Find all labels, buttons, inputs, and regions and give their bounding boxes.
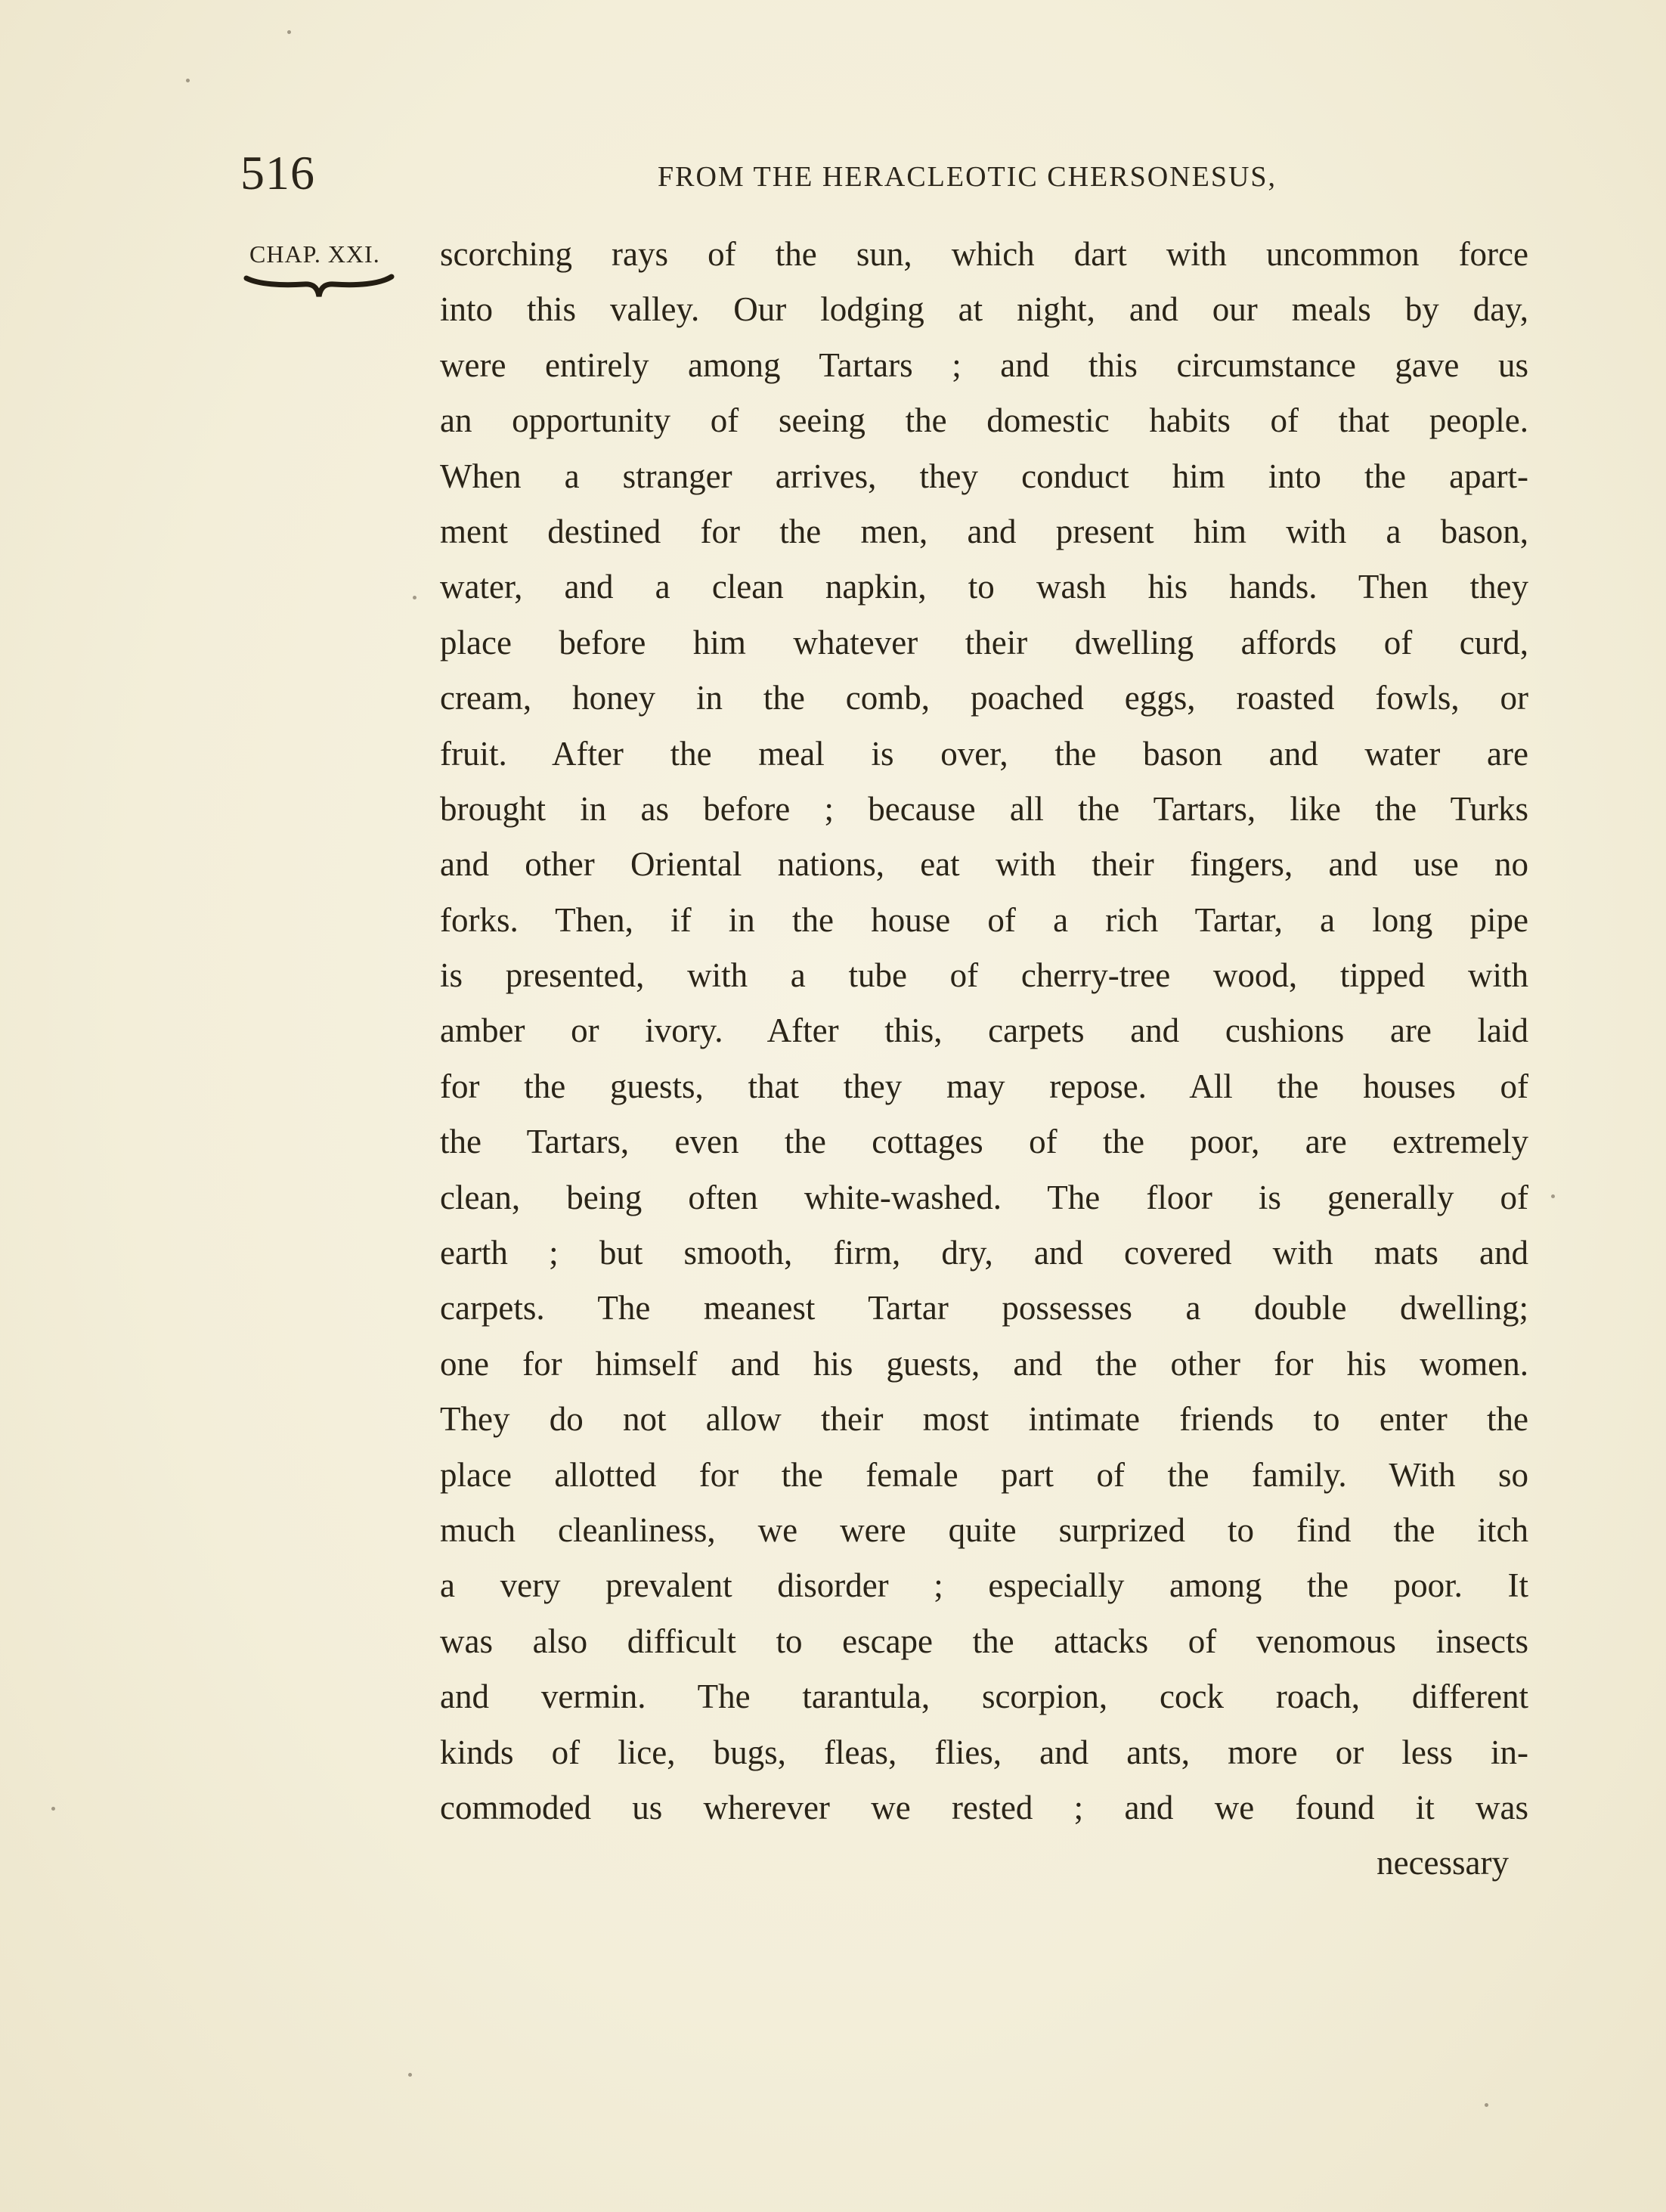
text-line: were entirely among Tartars ; and this circumstance gave us bbox=[440, 345, 1528, 384]
text-line: cream, honey in the comb, poached eggs, roasted fowls, or bbox=[440, 679, 1528, 717]
text-line: scorching rays of the sun, which dart with uncommon force bbox=[440, 235, 1528, 273]
text-line: and vermin. The tarantula, scorpion, cock roach, different bbox=[440, 1678, 1528, 1716]
page-number: 516 bbox=[240, 146, 315, 200]
text-line: When a stranger arrives, they conduct him into the apart- bbox=[440, 457, 1528, 495]
text-line: an opportunity of seeing the domestic habits of that people. bbox=[440, 401, 1528, 440]
text-line: They do not allow their most intimate friends to enter the bbox=[440, 1400, 1528, 1439]
paper-speck bbox=[287, 30, 291, 34]
text-line: brought in as before ; because all the Tartars, like the Turks bbox=[440, 789, 1528, 828]
text-line: water, and a clean napkin, to wash his hands. Then they bbox=[440, 568, 1528, 606]
paper-speck bbox=[1551, 1194, 1555, 1198]
text-line: amber or ivory. After this, carpets and cushions are laid bbox=[440, 1012, 1528, 1050]
text-line: the Tartars, even the cottages of the poor, are extremely bbox=[440, 1123, 1528, 1161]
chapter-label: CHAP. XXI. bbox=[249, 240, 380, 268]
curly-brace-icon bbox=[243, 274, 395, 304]
text-line: carpets. The meanest Tartar possesses a double dwelling; bbox=[440, 1289, 1528, 1328]
text-line: into this valley. Our lodging at night, and our meals by day, bbox=[440, 290, 1528, 329]
text-line: place before him whatever their dwelling affords of curd, bbox=[440, 623, 1528, 661]
running-head: FROM THE HERACLEOTIC CHERSONESUS, bbox=[658, 161, 1277, 193]
text-line: a very prevalent disorder ; especially among the poor. It bbox=[440, 1566, 1528, 1605]
paper-speck bbox=[1485, 2103, 1488, 2107]
text-line: commoded us wherever we rested ; and we found it was bbox=[440, 1788, 1528, 1826]
text-line: for the guests, that they may repose. All the houses of bbox=[440, 1067, 1528, 1105]
text-line: place allotted for the female part of the family. With so bbox=[440, 1455, 1528, 1494]
text-line: clean, being often white-washed. The floor is generally of bbox=[440, 1178, 1528, 1216]
text-line: one for himself and his guests, and the other for his women. bbox=[440, 1344, 1528, 1383]
text-line: fruit. After the meal is over, the bason and water are bbox=[440, 734, 1528, 773]
text-line: much cleanliness, we were quite surprized to find the itch bbox=[440, 1510, 1528, 1549]
text-line: kinds of lice, bugs, fleas, flies, and ants, more or less in- bbox=[440, 1733, 1528, 1771]
text-line: was also difficult to escape the attacks of venomous insects bbox=[440, 1622, 1528, 1660]
paper-speck bbox=[408, 2073, 412, 2077]
paper-speck bbox=[186, 79, 190, 82]
text-line: ment destined for the men, and present him with a bason, bbox=[440, 512, 1528, 550]
text-line: forks. Then, if in the house of a rich Tartar, a long pipe bbox=[440, 900, 1528, 939]
catchword: necessary bbox=[1376, 1844, 1509, 1882]
text-line: is presented, with a tube of cherry-tree wood, tipped with bbox=[440, 956, 1528, 995]
body-text bbox=[440, 227, 1528, 1891]
paper-speck bbox=[413, 596, 416, 599]
text-line: earth ; but smooth, firm, dry, and covered with mats and bbox=[440, 1234, 1528, 1272]
paper-speck bbox=[51, 1807, 55, 1811]
text-line: and other Oriental nations, eat with their fingers, and use no bbox=[440, 845, 1528, 884]
